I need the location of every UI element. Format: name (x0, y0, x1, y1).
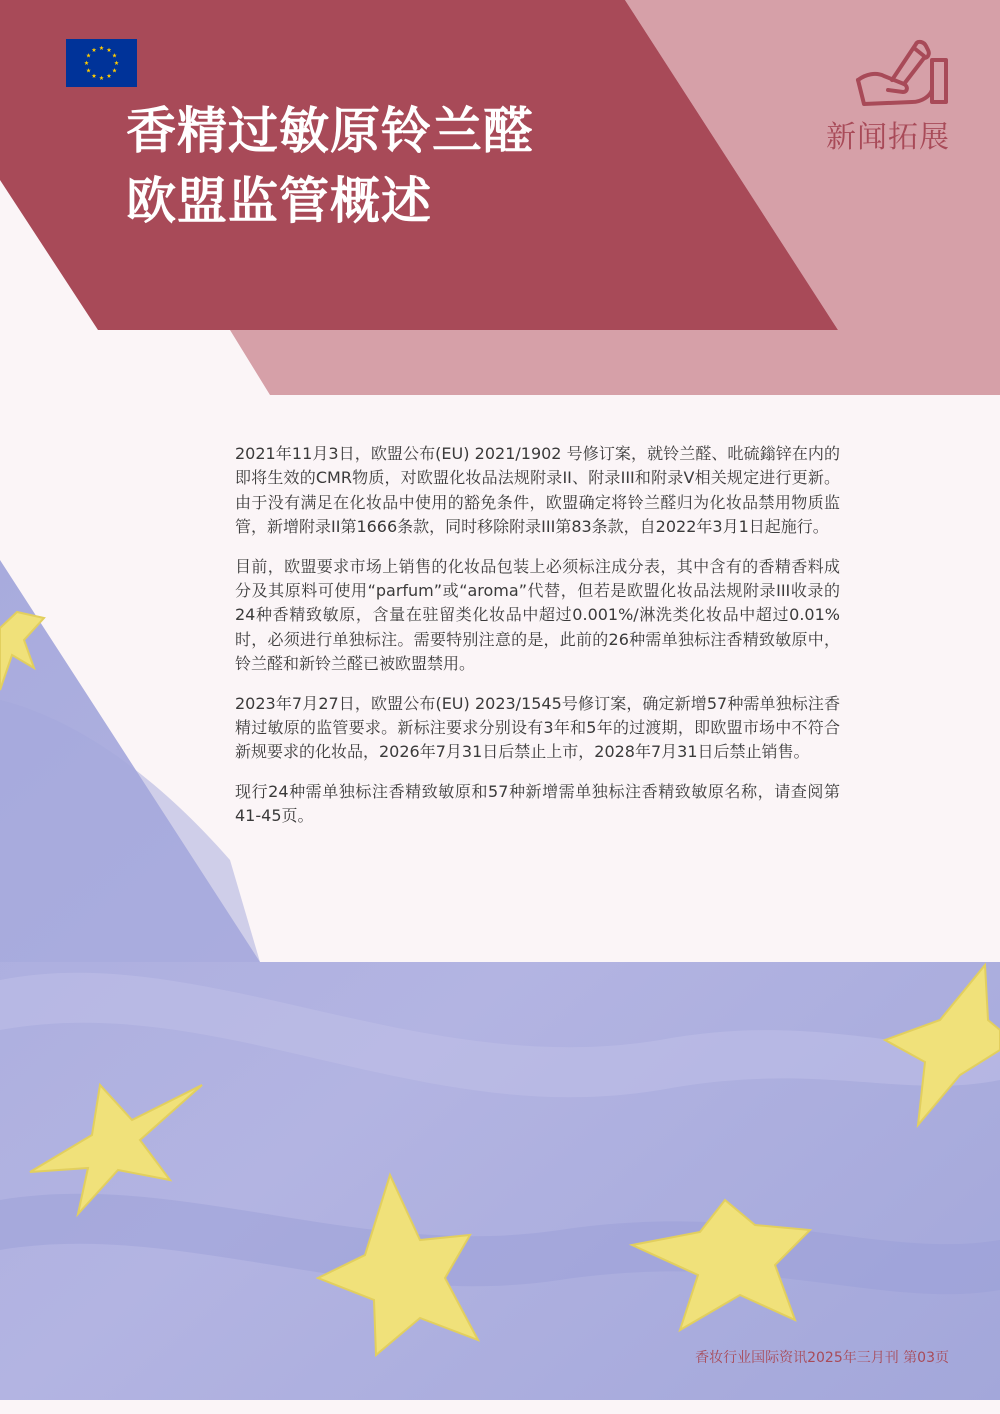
page-footer: 香妆行业国际资讯2025年三月刊 第03页 (695, 1350, 949, 1366)
hand-writing-icon (852, 36, 952, 110)
article-paragraph-1: 2021年11月3日，欧盟公布(EU) 2021/1902 号修订案，就铃兰醛、吡硫鎓锌在内的即将生效的CMR物质，对欧盟化妆品法规附录II、附录III和附录V相关规定进行更新。由于没有满足在化妆品中使用的豁免条件，欧盟确定将铃兰醛归为化妆品禁用物质监管，新增附录II第1666条款，同时移除附录III第83条款，自2022年3月1日起施行。 (235, 444, 840, 537)
section-label: 新闻拓展 (826, 120, 950, 155)
title-line-1: 香精过敏原铃兰醛 (126, 102, 534, 160)
eu-flag-icon (66, 39, 137, 87)
page-title (126, 96, 534, 236)
article-paragraph-2: 目前，欧盟要求市场上销售的化妆品包装上必须标注成分表，其中含有的香精香料成分及其原料可使用“parfum”或“aroma”代替，但若是欧盟化妆品法规附录III收录的24种香精致敏原，含量在驻留类化妆品中超过0.001%/淋洗类化妆品中超过0.01%时，必须进行单独标注。需要特别注意的是，此前的26种需单独标注香精致敏原中，铃兰醛和新铃兰醛已被欧盟禁用。 (235, 556, 840, 674)
article-body (235, 442, 840, 844)
article-paragraph-4: 现行24种需单独标注香精致敏原和57种新增需单独标注香精致敏原名称，请查阅第41-45页。 (235, 781, 840, 826)
article-paragraph-3: 2023年7月27日，欧盟公布(EU) 2023/1545号修订案，确定新增57种需单独标注香精过敏原的监管要求。新标注要求分别设有3年和5年的过渡期，即欧盟市场中不符合新规要求的化妆品，2026年7月31日后禁止上市，2028年7月31日后禁止销售。 (235, 693, 840, 762)
title-line-2: 欧盟监管概述 (126, 172, 432, 230)
